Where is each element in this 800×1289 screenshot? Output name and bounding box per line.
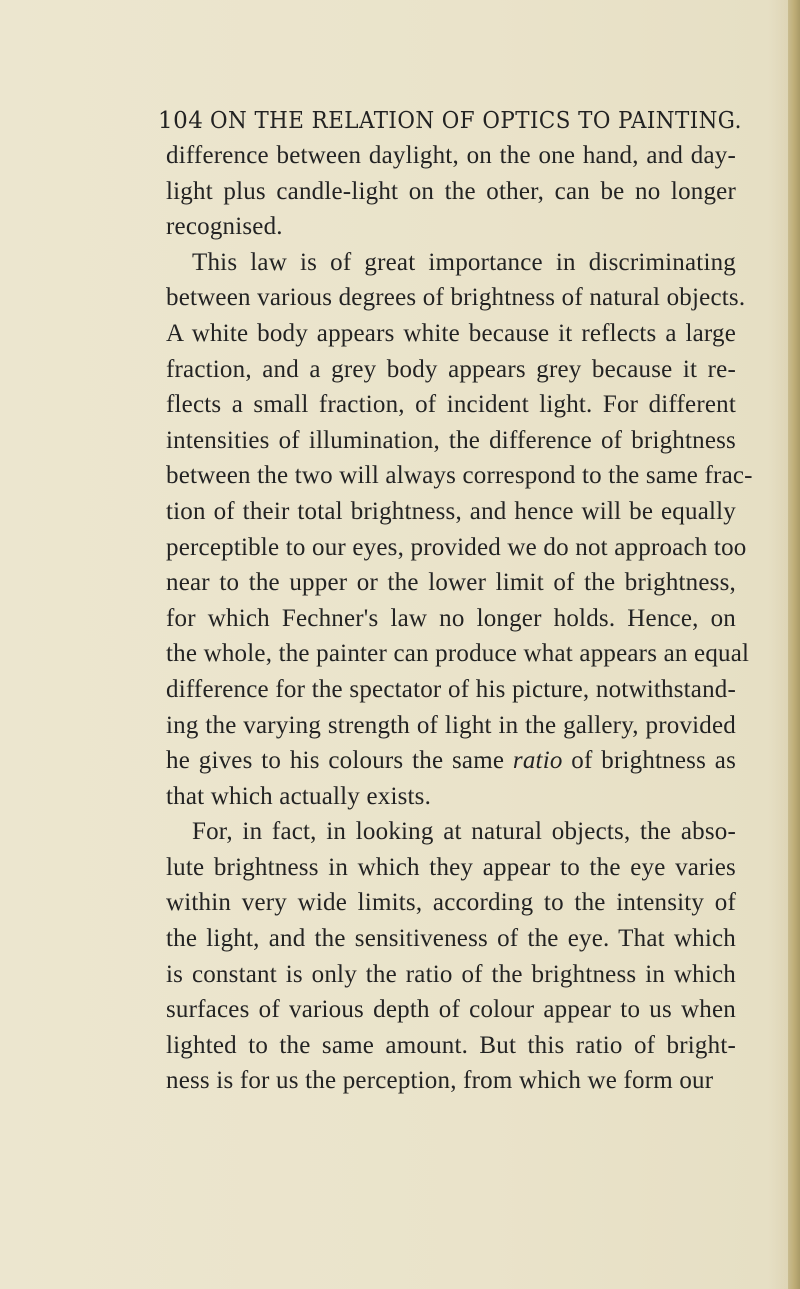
text-fragment: of brightness as [571,747,737,775]
text-line: recognised. [166,213,283,241]
text-line: fraction, and a grey body appears grey because it re- [166,355,736,383]
text-line: ing the varying strength of light in the gallery, provided [166,711,736,739]
page-edge [788,0,800,1289]
text-line: intensities of illumination, the difference of brightness [166,426,736,454]
text-line: lute brightness in which they appear to the eye varies [166,853,736,881]
text-line: difference for the spectator of his picture, notwithstand- [166,675,736,703]
text-line: that which actually exists. [166,782,432,810]
text-line: between the two will always correspond to the same frac- [166,462,753,490]
running-title: ON THE RELATION OF OPTICS TO PAINTING. [210,108,742,134]
text-line: This law is of great importance in discriminating [192,248,736,276]
text-line: near to the upper or the lower limit of the brightness, [166,569,736,597]
text-line: surfaces of various depth of colour appear to us when [166,996,736,1024]
text-line: the light, and the sensitiveness of the eye. That which [166,925,736,953]
text-line: difference between daylight, on the one hand, and day- [166,142,736,169]
text-line: tion of their total brightness, and hence will be equally [166,497,736,525]
text-line: lighted to the same amount. But this ratio of bright- [166,1031,736,1059]
text-line: light plus candle-light on the other, can be no longer [166,177,736,205]
text-line: for which Fechner's law no longer holds. Hence, on [166,604,736,632]
body-text [166,138,753,1099]
text-line: perceptible to our eyes, provided we do not approach too [166,533,747,561]
text-line: within very wide limits, according to the intensity of [166,889,736,917]
italic-word: ratio [512,747,563,775]
text-line [166,743,736,779]
text-line: between various degrees of brightness of natural objects. [166,284,746,312]
text-line: flects a small fraction, of incident light. For different [166,391,736,419]
text-fragment: he gives to his colours the same [166,747,513,775]
text-line: is constant is only the ratio of the brightness in which [166,960,736,988]
text-line: For, in fact, in looking at natural objects, the abso- [192,818,736,846]
text-line: ness is for us the perception, from which we form our [166,1067,714,1095]
text-line: the whole, the painter can produce what appears an equal [166,640,750,668]
text-line: A white body appears white because it reflects a large [166,319,736,347]
page-number: 104 [158,108,204,134]
